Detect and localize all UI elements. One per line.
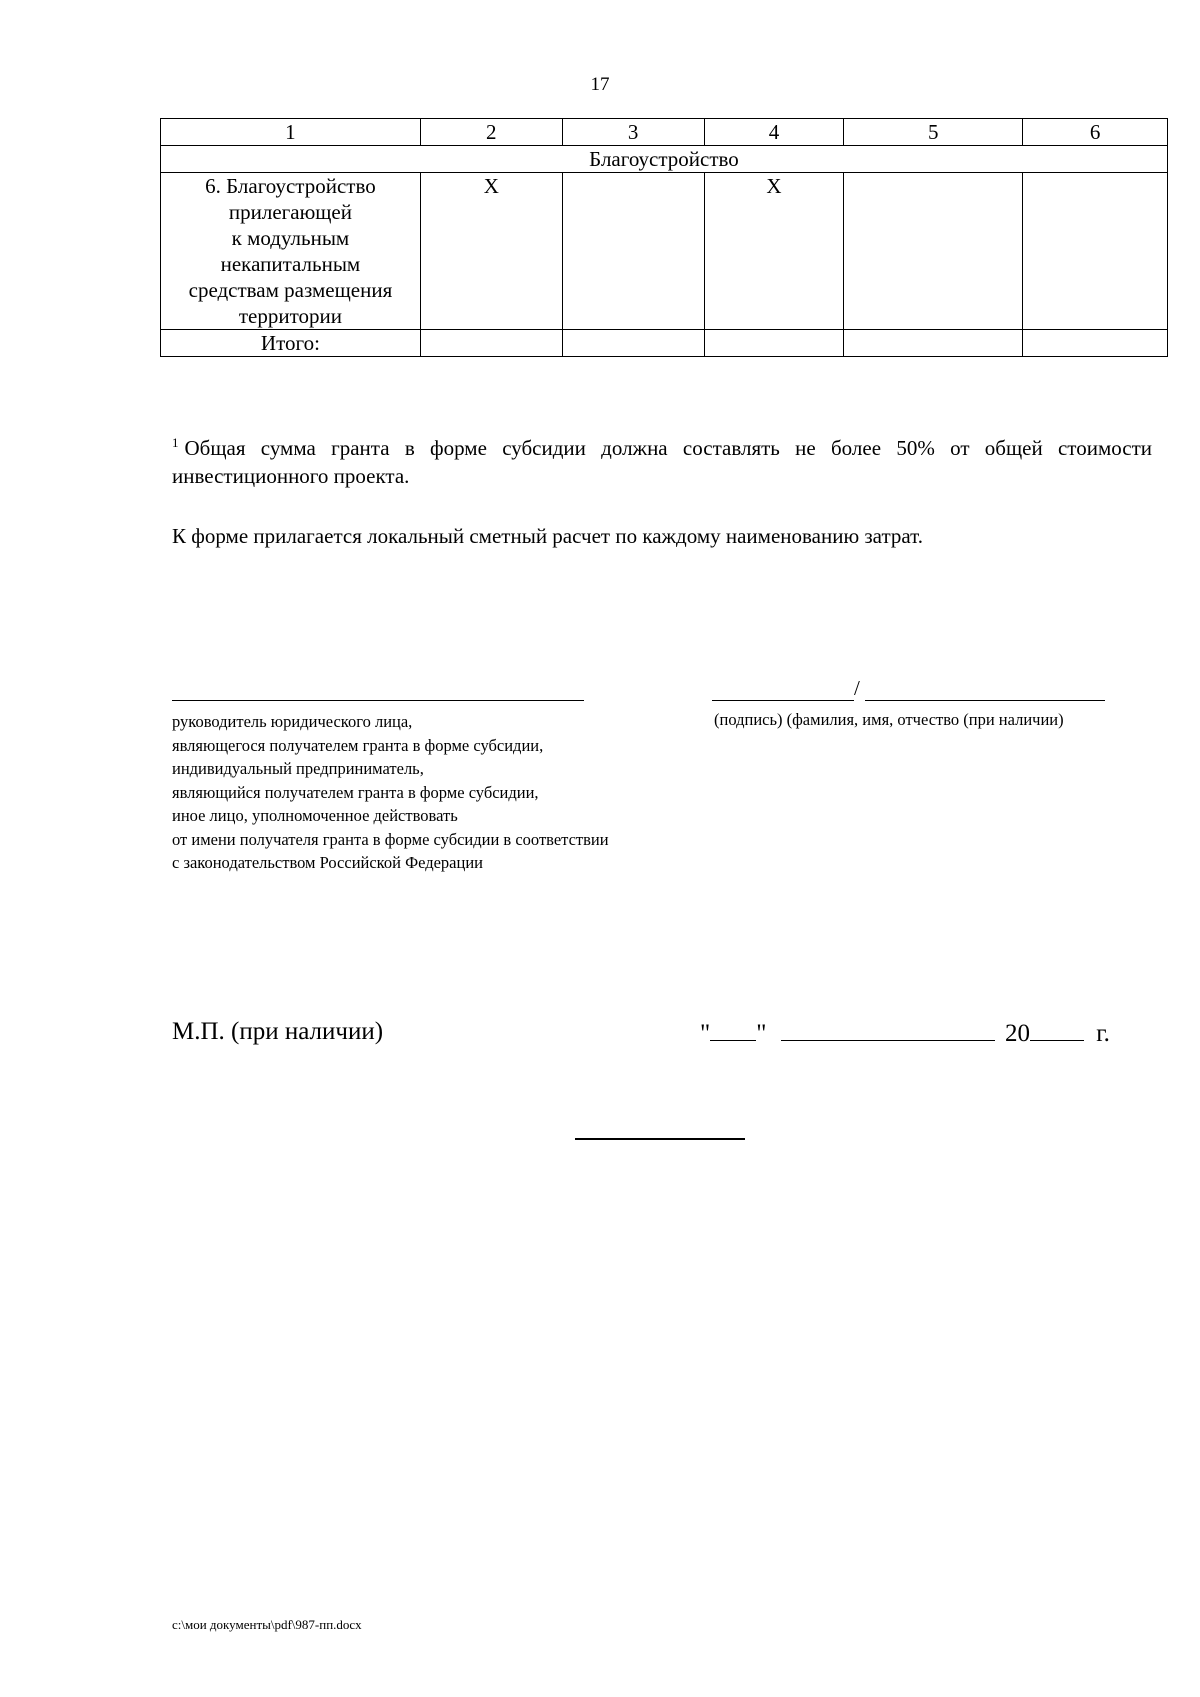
signatory-line: с законодательством Российской Федерации	[172, 853, 483, 872]
signature-line	[712, 700, 854, 701]
cost-table	[160, 118, 1168, 357]
quote-close: "	[756, 1020, 767, 1047]
signatory-line: являющийся получателем гранта в форме субсидии,	[172, 782, 539, 802]
table-cell	[562, 173, 704, 330]
year-suffix: г.	[1096, 1020, 1110, 1047]
year-blank	[1030, 1018, 1084, 1041]
file-path: c:\мои документы\pdf\987-пп.docx	[172, 1617, 362, 1632]
signatory-line: руководитель юридического лица,	[172, 712, 413, 731]
quote-open: "	[700, 1020, 711, 1047]
signatory-line: иное лицо, уполномоченное действовать	[172, 806, 458, 825]
month-blank	[781, 1018, 995, 1041]
total-label: Итого:	[161, 330, 421, 357]
table-cell	[844, 173, 1023, 330]
table-cell	[420, 330, 562, 357]
signatory-line: индивидуальный предприниматель,	[172, 759, 424, 778]
table-cell	[1023, 173, 1168, 330]
signatory-description	[172, 710, 609, 875]
signatory-line: являющегося получателем гранта в форме субсидии,	[172, 735, 544, 755]
section-title: Благоустройство	[161, 146, 1168, 173]
expense-name	[161, 173, 421, 330]
expense-name-line: средствам размещения	[188, 278, 393, 302]
column-number: 2	[420, 119, 562, 146]
table-cell	[562, 330, 704, 357]
column-number: 5	[844, 119, 1023, 146]
expense-name-line: 6. Благоустройство	[205, 174, 376, 198]
page-number: 17	[590, 74, 610, 95]
table-cell	[1023, 330, 1168, 357]
expense-name-line: прилегающей	[228, 200, 352, 224]
table-cell: Х	[420, 173, 562, 330]
table-header-row	[161, 119, 1168, 146]
column-number: 1	[161, 119, 421, 146]
expense-name-line: некапитальным	[220, 252, 361, 276]
table-row	[161, 173, 1168, 330]
date-line	[700, 1018, 1110, 1048]
footnote	[172, 434, 1152, 490]
footnote-marker: 1	[172, 435, 179, 450]
full-name-line	[865, 700, 1105, 701]
expense-name-line: к модульным	[231, 226, 350, 250]
signatory-line: от имени получателя гранта в форме субсидии в соответствии	[172, 829, 609, 849]
stamp-label: М.П. (при наличии)	[172, 1018, 384, 1045]
column-number: 3	[562, 119, 704, 146]
section-row	[161, 146, 1168, 173]
signature-slash: /	[854, 676, 860, 700]
expense-name-line: территории	[238, 304, 342, 328]
table-cell	[704, 330, 844, 357]
column-number: 4	[704, 119, 844, 146]
document-end-rule	[575, 1138, 745, 1140]
footnote-text: Общая сумма гранта в форме субсидии должна составлять не более 50% от общей стоимости инвестиционного проекта.	[172, 436, 1152, 488]
position-signature-line	[172, 700, 584, 701]
table-cell: Х	[704, 173, 844, 330]
day-blank	[710, 1018, 756, 1041]
table-cell	[844, 330, 1023, 357]
year-prefix: 20	[1004, 1020, 1030, 1047]
total-row	[161, 330, 1168, 357]
signature-caption: (подпись) (фамилия, имя, отчество (при наличии)	[714, 710, 1064, 729]
attachment-note: К форме прилагается локальный сметный расчет по каждому наименованию затрат.	[172, 524, 924, 548]
column-number: 6	[1023, 119, 1168, 146]
